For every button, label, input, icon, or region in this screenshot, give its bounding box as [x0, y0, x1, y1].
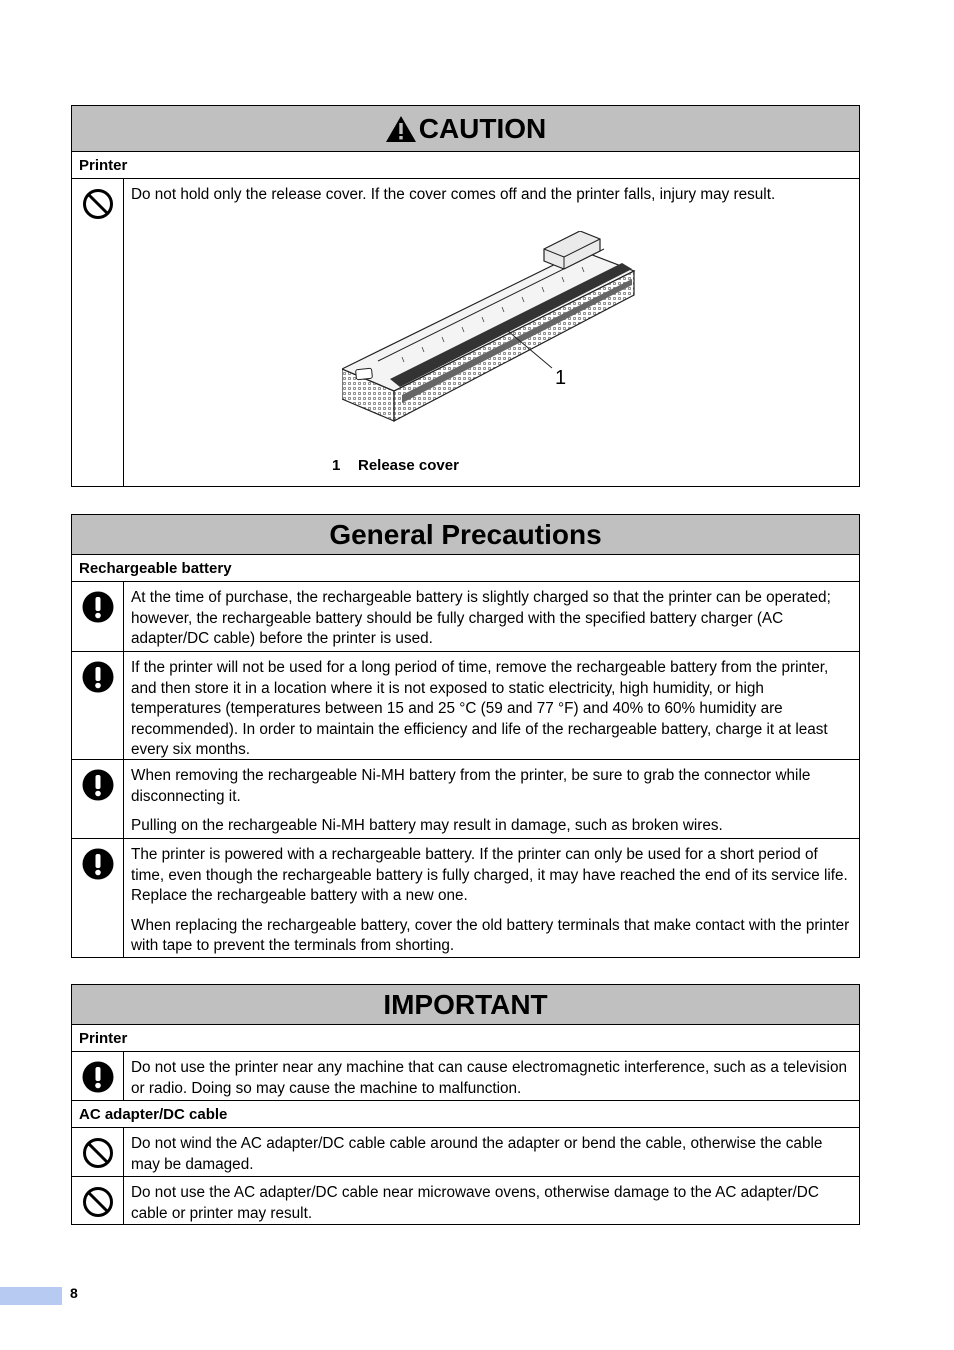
caution-title: CAUTION	[418, 112, 547, 144]
battery-item-3-text-1: When removing the rechargeable Ni-MH battery from the printer, be sure to grab the connector while disconnecting it.	[131, 767, 811, 805]
battery-item-3	[72, 760, 859, 839]
prohibition-icon	[82, 1186, 114, 1218]
important-item-1-text: Do not use the printer near any machine that can cause electromagnetic interference, such as a television or radio. Doing so may cause the machine to malfunction.	[131, 1059, 847, 1097]
mandatory-exclamation-icon	[82, 769, 114, 801]
important-item-2-text: Do not wind the AC adapter/DC cable cable around the adapter or bend the cable, otherwise the cable may be damaged.	[131, 1135, 823, 1173]
battery-item-4	[72, 839, 859, 958]
battery-item-2	[72, 652, 859, 760]
figure-caption	[332, 456, 459, 477]
battery-item-1-text: At the time of purchase, the rechargeable battery is slightly charged so that the printer can be operated; however, the rechargeable battery should be fully charged with the specified battery charger (AC adapter/DC cable) before the printer is used.	[131, 589, 831, 647]
general-precautions-header: General Precautions	[72, 515, 859, 555]
warning-triangle-icon	[385, 115, 417, 143]
caution-section-printer: Printer	[72, 152, 859, 179]
mandatory-exclamation-icon	[82, 591, 114, 623]
prohibition-icon	[82, 188, 114, 220]
important-item-3-text: Do not use the AC adapter/DC cable near microwave ovens, otherwise damage to the AC adapter/DC cable or printer may result.	[131, 1184, 819, 1222]
section-printer: Printer	[72, 1025, 859, 1052]
prohibition-icon	[82, 1137, 114, 1169]
important-item-2	[72, 1128, 859, 1177]
page-number: 8	[70, 1285, 78, 1301]
caution-header	[72, 106, 859, 152]
caution-box	[71, 105, 860, 487]
general-precautions-box	[71, 514, 860, 958]
important-header: IMPORTANT	[72, 985, 859, 1025]
battery-item-4-text-1: The printer is powered with a rechargeable battery. If the printer can only be used for a short period of time, even though the rechargeable battery is fully charged, it may have reached the end of its service life. Replace the rechargeable battery with a new one.	[131, 846, 848, 904]
battery-item-1	[72, 582, 859, 652]
figure-caption-text: Release cover	[358, 457, 459, 474]
printer-illustration	[342, 231, 652, 441]
mandatory-exclamation-icon	[82, 661, 114, 693]
battery-item-2-text: If the printer will not be used for a long period of time, remove the rechargeable battery from the printer, and then store it in a location where it is not exposed to static electricity, high humidity, or high temperatures (temperatures between 15 and 25 °C (59 and 77 °F) and 40% to 60% humidity are recommended). In order to maintain the efficiency and life of the rechargeable battery, charge it at least every six months.	[131, 659, 829, 758]
section-ac-adapter: AC adapter/DC cable	[72, 1101, 859, 1128]
important-item-3	[72, 1177, 859, 1225]
caution-item-text: Do not hold only the release cover. If the cover comes off and the printer falls, injury may result.	[131, 186, 776, 203]
mandatory-exclamation-icon	[82, 1061, 114, 1093]
battery-item-4-text-2: When replacing the rechargeable battery, cover the old battery terminals that make contact with the printer with tape to prevent the terminals from shorting.	[131, 916, 850, 954]
section-rechargeable-battery: Rechargeable battery	[72, 555, 859, 582]
figure-callout: 1	[555, 367, 567, 389]
mandatory-exclamation-icon	[82, 848, 114, 880]
caution-item	[72, 179, 859, 487]
figure-caption-number: 1	[332, 457, 341, 474]
page-tab-marker	[0, 1287, 62, 1305]
battery-item-3-text-2: Pulling on the rechargeable Ni-MH battery may result in damage, such as broken wires.	[131, 817, 723, 834]
important-item-1	[72, 1052, 859, 1101]
important-box	[71, 984, 860, 1225]
